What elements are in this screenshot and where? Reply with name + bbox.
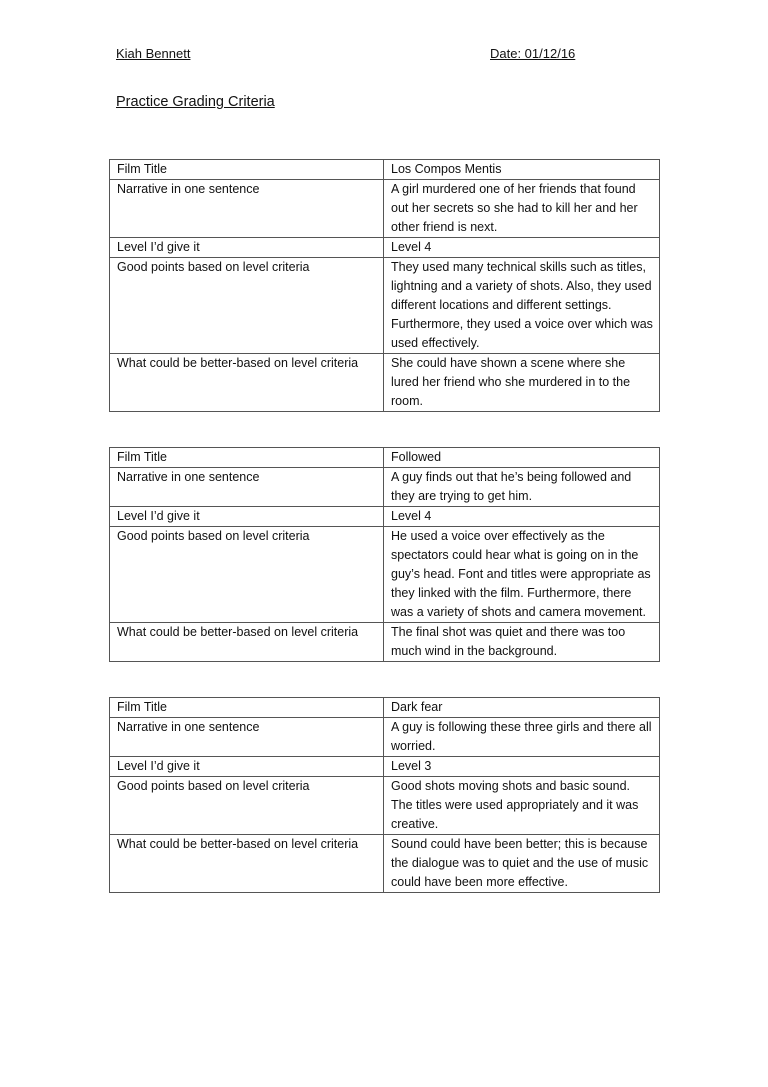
- row-value: A guy finds out that he’s being followed and they are trying to get him.: [384, 468, 660, 507]
- row-label: Level I’d give it: [110, 238, 384, 258]
- row-label: Film Title: [110, 698, 384, 718]
- table-row: [110, 527, 660, 623]
- row-label: Narrative in one sentence: [110, 180, 384, 238]
- grading-table-2: [109, 447, 660, 662]
- row-label: Good points based on level criteria: [110, 777, 384, 835]
- row-value: The final shot was quiet and there was too much wind in the background.: [384, 623, 660, 662]
- table-row: [110, 623, 660, 662]
- row-label: Narrative in one sentence: [110, 718, 384, 757]
- table-row: [110, 835, 660, 893]
- row-label: What could be better-based on level criteria: [110, 835, 384, 893]
- row-label: What could be better-based on level criteria: [110, 354, 384, 412]
- table-row: [110, 180, 660, 238]
- table-row: [110, 160, 660, 180]
- row-value: He used a voice over effectively as the spectators could hear what is going on in the guy’s head. Font and titles were appropriate as they linked with the film. Furthermore, there was a variety of shots and camera movement.: [384, 527, 660, 623]
- row-label: Narrative in one sentence: [110, 468, 384, 507]
- table-row: [110, 718, 660, 757]
- row-value: Sound could have been better; this is because the dialogue was to quiet and the use of music could have been more effective.: [384, 835, 660, 893]
- author-name: Kiah Bennett: [116, 46, 191, 61]
- document-date: Date: 01/12/16: [490, 46, 576, 61]
- row-value: Level 3: [384, 757, 660, 777]
- row-value: Los Compos Mentis: [384, 160, 660, 180]
- row-value: A guy is following these three girls and there all worried.: [384, 718, 660, 757]
- row-value: She could have shown a scene where she lured her friend who she murdered in to the room.: [384, 354, 660, 412]
- row-label: Level I’d give it: [110, 507, 384, 527]
- table-row: [110, 354, 660, 412]
- row-value: Level 4: [384, 507, 660, 527]
- table-row: [110, 757, 660, 777]
- row-value: Followed: [384, 448, 660, 468]
- row-value: Level 4: [384, 238, 660, 258]
- row-label: Good points based on level criteria: [110, 527, 384, 623]
- table-row: [110, 698, 660, 718]
- table-row: [110, 448, 660, 468]
- row-value: Good shots moving shots and basic sound. The titles were used appropriately and it was creative.: [384, 777, 660, 835]
- table-row: [110, 507, 660, 527]
- row-value: A girl murdered one of her friends that found out her secrets so she had to kill her and her other friend is next.: [384, 180, 660, 238]
- grading-table-1: [109, 159, 660, 412]
- row-label: What could be better-based on level criteria: [110, 623, 384, 662]
- row-label: Level I’d give it: [110, 757, 384, 777]
- table-row: [110, 468, 660, 507]
- row-label: Good points based on level criteria: [110, 258, 384, 354]
- table-row: [110, 777, 660, 835]
- table-row: [110, 258, 660, 354]
- grading-table-3: [109, 697, 660, 893]
- page-title: Practice Grading Criteria: [116, 94, 275, 110]
- row-label: Film Title: [110, 448, 384, 468]
- row-value: They used many technical skills such as titles, lightning and a variety of shots. Also, they used different locations and different settings. Furthermore, they used a voice over which was used effectively.: [384, 258, 660, 354]
- row-value: Dark fear: [384, 698, 660, 718]
- row-label: Film Title: [110, 160, 384, 180]
- table-row: [110, 238, 660, 258]
